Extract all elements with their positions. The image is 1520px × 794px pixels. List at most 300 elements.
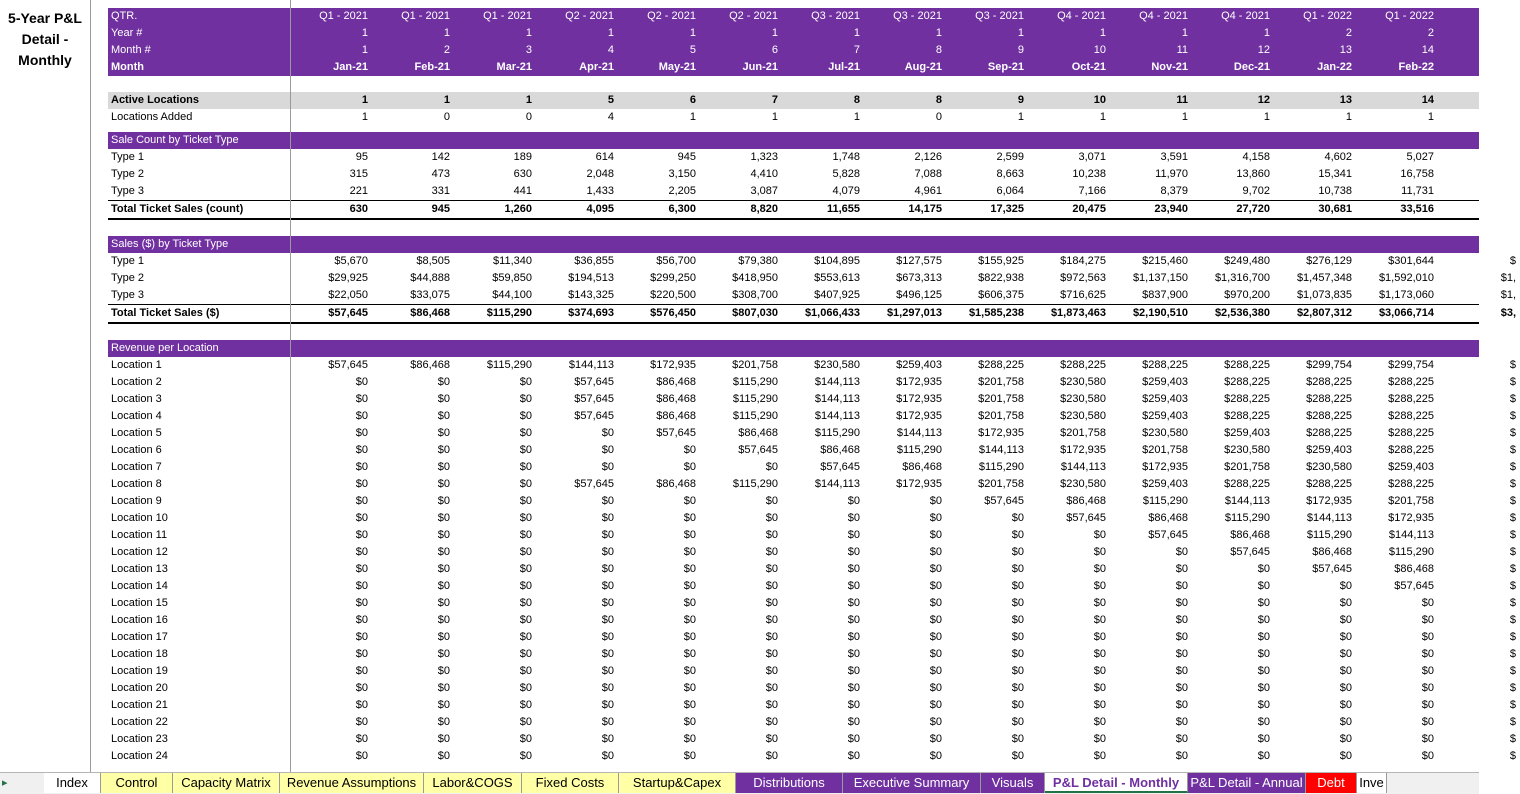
cell[interactable]: $1,066,433 — [804, 307, 860, 319]
cell[interactable]: $259,403 — [1142, 376, 1188, 388]
cell[interactable]: $0 — [519, 597, 532, 609]
cell[interactable]: $553,613 — [814, 272, 860, 284]
table-row[interactable] — [108, 425, 1516, 442]
cell[interactable]: $144,113 — [1060, 461, 1106, 473]
cell[interactable]: $0 — [601, 427, 614, 439]
cell[interactable]: $144,113 — [568, 359, 614, 371]
cell[interactable]: $0 — [519, 665, 532, 677]
row-label[interactable]: Type 2 — [111, 272, 145, 284]
cell[interactable]: $230,580 — [1060, 478, 1106, 490]
cell[interactable]: Jan-22 — [1317, 61, 1352, 73]
cell[interactable]: $57,645 — [328, 359, 368, 371]
cell[interactable]: $86,468 — [656, 376, 696, 388]
cell[interactable]: $0 — [1257, 750, 1270, 762]
cell[interactable]: $0 — [519, 393, 532, 405]
cell[interactable]: 4,158 — [1242, 151, 1270, 163]
cell[interactable]: $57,645 — [574, 376, 614, 388]
cell[interactable]: 4,079 — [832, 185, 860, 197]
cell[interactable]: 331 — [431, 185, 450, 197]
cell[interactable]: 1 — [1181, 27, 1188, 39]
cell[interactable]: 10,238 — [1072, 168, 1106, 180]
cell[interactable]: $0 — [437, 682, 450, 694]
cell[interactable]: $0 — [1175, 733, 1188, 745]
table-row[interactable] — [108, 527, 1516, 544]
cell[interactable]: $259,403 — [1388, 461, 1434, 473]
cell[interactable]: $0 — [1011, 665, 1024, 677]
cell[interactable]: 1,260 — [504, 203, 532, 215]
cell[interactable]: $0 — [355, 699, 368, 711]
cell[interactable]: $0 — [929, 580, 942, 592]
cell[interactable]: $0 — [519, 461, 532, 473]
cell[interactable]: $115,290 — [732, 478, 778, 490]
cell[interactable]: $ — [1509, 255, 1516, 267]
row-label[interactable]: Location 23 — [111, 733, 168, 745]
cell[interactable]: 1 — [443, 94, 450, 106]
cell[interactable]: Q2 - 2021 — [565, 10, 614, 22]
cell[interactable]: 16,758 — [1400, 168, 1434, 180]
cell[interactable]: 10,738 — [1318, 185, 1352, 197]
total-label[interactable]: Total Ticket Sales (count) — [111, 203, 244, 215]
cell[interactable]: $0 — [437, 529, 450, 541]
cell[interactable]: $0 — [1011, 631, 1024, 643]
cell[interactable]: $57,645 — [656, 427, 696, 439]
cell[interactable]: $0 — [1011, 512, 1024, 524]
table-row[interactable] — [108, 357, 1516, 374]
spreadsheet-grid[interactable] — [108, 0, 1516, 772]
cell[interactable]: Q2 - 2021 — [647, 10, 696, 22]
cell[interactable]: $144,113 — [814, 376, 860, 388]
cell[interactable]: $155,925 — [978, 255, 1024, 267]
cell[interactable]: $57,645 — [328, 307, 368, 319]
cell[interactable]: 1 — [525, 94, 532, 106]
cell[interactable]: $288,225 — [978, 359, 1024, 371]
cell[interactable]: 7 — [771, 94, 778, 106]
cell[interactable]: $0 — [847, 495, 860, 507]
cell[interactable]: 20,475 — [1072, 203, 1106, 215]
cell[interactable]: 8,820 — [750, 203, 778, 215]
cell[interactable]: 2 — [443, 44, 450, 56]
cell[interactable]: $230,580 — [1060, 393, 1106, 405]
cell[interactable]: Q1 - 2021 — [483, 10, 532, 22]
cell[interactable]: $288,225 — [1306, 393, 1352, 405]
cell[interactable]: $0 — [437, 461, 450, 473]
cell[interactable]: 3,150 — [668, 168, 696, 180]
cell[interactable]: $606,375 — [978, 289, 1024, 301]
cell[interactable]: $0 — [683, 546, 696, 558]
cell[interactable]: 2 — [1427, 27, 1434, 39]
cell[interactable]: 1 — [443, 27, 450, 39]
table-row[interactable] — [108, 391, 1516, 408]
cell[interactable]: $0 — [519, 512, 532, 524]
cell[interactable]: $ — [1509, 410, 1516, 422]
cell[interactable]: $0 — [437, 427, 450, 439]
table-row[interactable] — [108, 629, 1516, 646]
total-row[interactable] — [108, 304, 1516, 324]
cell[interactable]: $0 — [847, 512, 860, 524]
cell[interactable]: $79,380 — [738, 255, 778, 267]
cell[interactable]: $ — [1509, 359, 1516, 371]
cell[interactable]: $ — [1509, 393, 1516, 405]
cell[interactable]: $807,030 — [732, 307, 778, 319]
cell[interactable]: $0 — [355, 716, 368, 728]
cell[interactable]: $0 — [765, 563, 778, 575]
cell[interactable]: $86,468 — [656, 393, 696, 405]
cell[interactable]: 3 — [525, 44, 532, 56]
row-label[interactable]: Location 4 — [111, 410, 162, 422]
cell[interactable]: $0 — [601, 750, 614, 762]
cell[interactable]: 1 — [853, 27, 860, 39]
cell[interactable]: $0 — [1339, 597, 1352, 609]
sheet-tab[interactable]: Distributions — [736, 773, 843, 793]
cell[interactable]: $0 — [1421, 648, 1434, 660]
cell[interactable]: $288,225 — [1306, 410, 1352, 422]
cell[interactable]: $230,580 — [814, 359, 860, 371]
cell[interactable]: 11 — [1176, 94, 1188, 106]
sheet-tab[interactable]: Capacity Matrix — [173, 773, 280, 793]
table-row[interactable] — [108, 442, 1516, 459]
cell[interactable]: $0 — [1011, 580, 1024, 592]
cell[interactable]: $0 — [355, 393, 368, 405]
cell[interactable]: 945 — [677, 151, 696, 163]
section-header-row[interactable] — [108, 236, 1479, 253]
cell[interactable]: $299,250 — [650, 272, 696, 284]
cell[interactable]: $288,225 — [1142, 359, 1188, 371]
table-row[interactable] — [108, 544, 1516, 561]
cell[interactable]: $44,100 — [492, 289, 532, 301]
cell[interactable]: $0 — [847, 563, 860, 575]
table-row[interactable] — [108, 476, 1516, 493]
cell[interactable]: $1, — [1500, 289, 1516, 301]
cell[interactable]: $288,225 — [1224, 410, 1270, 422]
cell[interactable]: $0 — [683, 682, 696, 694]
cell[interactable]: 5,027 — [1406, 151, 1434, 163]
cell[interactable]: $0 — [601, 495, 614, 507]
row-label[interactable]: Location 5 — [111, 427, 162, 439]
cell[interactable]: $0 — [929, 597, 942, 609]
cell[interactable]: $0 — [437, 393, 450, 405]
cell[interactable]: $288,225 — [1224, 393, 1270, 405]
cell[interactable]: $ — [1509, 733, 1516, 745]
cell[interactable]: Jun-21 — [742, 61, 778, 73]
cell[interactable]: $0 — [601, 461, 614, 473]
cell[interactable]: $0 — [765, 580, 778, 592]
cell[interactable]: 27,720 — [1236, 203, 1270, 215]
cell[interactable]: $172,935 — [896, 376, 942, 388]
cell[interactable]: $822,938 — [978, 272, 1024, 284]
cell[interactable]: $57,645 — [1230, 546, 1270, 558]
cell[interactable]: Q1 - 2021 — [401, 10, 450, 22]
cell[interactable]: $0 — [683, 512, 696, 524]
row-label[interactable]: Active Locations — [111, 94, 200, 106]
cell[interactable]: 1 — [361, 111, 368, 123]
cell[interactable]: $ — [1509, 444, 1516, 456]
cell[interactable]: $172,935 — [978, 427, 1024, 439]
cell[interactable]: $0 — [355, 410, 368, 422]
cell[interactable]: $276,129 — [1306, 255, 1352, 267]
cell[interactable]: $0 — [437, 733, 450, 745]
cell[interactable]: 2 — [1345, 27, 1352, 39]
row-label[interactable]: Location 2 — [111, 376, 162, 388]
cell[interactable]: $0 — [355, 597, 368, 609]
cell[interactable]: $ — [1509, 512, 1516, 524]
cell[interactable]: $144,113 — [814, 478, 860, 490]
cell[interactable]: Feb-21 — [414, 61, 450, 73]
cell[interactable]: $115,290 — [896, 444, 942, 456]
cell[interactable]: $0 — [1421, 750, 1434, 762]
cell[interactable]: $201,758 — [978, 376, 1024, 388]
table-row[interactable] — [108, 663, 1516, 680]
cell[interactable]: $288,225 — [1388, 393, 1434, 405]
cell[interactable]: $56,700 — [656, 255, 696, 267]
cell[interactable]: $0 — [929, 529, 942, 541]
cell[interactable]: $172,935 — [896, 410, 942, 422]
cell[interactable]: $0 — [683, 665, 696, 677]
cell[interactable]: $11,340 — [493, 255, 532, 267]
cell[interactable]: 1,748 — [832, 151, 860, 163]
cell[interactable]: $288,225 — [1060, 359, 1106, 371]
cell[interactable]: $2,807,312 — [1296, 307, 1352, 319]
cell[interactable]: 3,591 — [1160, 151, 1188, 163]
cell[interactable]: $0 — [355, 512, 368, 524]
cell[interactable]: $184,275 — [1060, 255, 1106, 267]
cell[interactable]: 6,064 — [996, 185, 1024, 197]
cell[interactable]: $0 — [683, 716, 696, 728]
cell[interactable]: 1 — [689, 111, 696, 123]
cell[interactable]: Nov-21 — [1151, 61, 1188, 73]
cell[interactable]: $0 — [847, 716, 860, 728]
cell[interactable]: $0 — [847, 733, 860, 745]
cell[interactable]: 1 — [1263, 111, 1270, 123]
cell[interactable]: 1 — [1017, 111, 1024, 123]
cell[interactable]: $0 — [765, 665, 778, 677]
cell[interactable]: $0 — [847, 597, 860, 609]
cell[interactable]: 5,828 — [832, 168, 860, 180]
row-label[interactable]: Type 3 — [111, 185, 145, 197]
cell[interactable]: 1 — [771, 27, 778, 39]
cell[interactable]: $0 — [355, 733, 368, 745]
cell[interactable]: $0 — [601, 597, 614, 609]
cell[interactable]: $172,935 — [1142, 461, 1188, 473]
cell[interactable]: $0 — [1093, 529, 1106, 541]
cell[interactable]: $0 — [683, 580, 696, 592]
cell[interactable]: Aug-21 — [904, 61, 942, 73]
cell[interactable]: 4,095 — [586, 203, 614, 215]
cell[interactable]: $0 — [1093, 750, 1106, 762]
cell[interactable]: $0 — [929, 750, 942, 762]
cell[interactable]: 8 — [853, 94, 860, 106]
cell[interactable]: $115,290 — [978, 461, 1024, 473]
cell[interactable]: 0 — [443, 111, 450, 123]
cell[interactable]: 0 — [525, 111, 532, 123]
cell[interactable]: $0 — [847, 699, 860, 711]
cell[interactable]: $ — [1509, 631, 1516, 643]
table-row[interactable] — [108, 493, 1516, 510]
cell[interactable]: $230,580 — [1142, 427, 1188, 439]
cell[interactable]: Q4 - 2021 — [1057, 10, 1106, 22]
cell[interactable]: $ — [1509, 648, 1516, 660]
cell[interactable]: 315 — [349, 168, 368, 180]
cell[interactable]: Q4 - 2021 — [1139, 10, 1188, 22]
cell[interactable]: 1,323 — [750, 151, 778, 163]
sheet-tab[interactable]: Inve — [1357, 773, 1387, 793]
header-row[interactable] — [108, 42, 1479, 59]
table-row[interactable] — [108, 149, 1479, 166]
cell[interactable]: 945 — [431, 203, 450, 215]
cell[interactable]: $0 — [355, 580, 368, 592]
cell[interactable]: $172,935 — [1388, 512, 1434, 524]
section-header[interactable]: Revenue per Location — [111, 342, 219, 354]
cell[interactable]: $1,592,010 — [1378, 272, 1434, 284]
cell[interactable]: $0 — [519, 444, 532, 456]
cell[interactable]: $496,125 — [896, 289, 942, 301]
cell[interactable]: $0 — [1093, 699, 1106, 711]
cell[interactable]: $115,290 — [1142, 495, 1188, 507]
row-label[interactable]: Location 9 — [111, 495, 162, 507]
cell[interactable]: $0 — [519, 614, 532, 626]
cell[interactable]: $0 — [601, 529, 614, 541]
cell[interactable]: $230,580 — [1060, 376, 1106, 388]
cell[interactable]: 9 — [1017, 94, 1024, 106]
cell[interactable]: $0 — [355, 563, 368, 575]
sheet-tab[interactable]: Visuals — [981, 773, 1045, 793]
cell[interactable]: $0 — [765, 512, 778, 524]
cell[interactable]: Q3 - 2021 — [975, 10, 1024, 22]
cell[interactable]: $0 — [1421, 733, 1434, 745]
cell[interactable]: $0 — [1175, 597, 1188, 609]
cell[interactable]: 5 — [607, 94, 614, 106]
cell[interactable]: $0 — [683, 614, 696, 626]
cell[interactable]: $57,645 — [820, 461, 860, 473]
sheet-tab[interactable]: Index — [44, 773, 101, 793]
cell[interactable]: $144,113 — [1306, 512, 1352, 524]
cell[interactable]: $0 — [355, 614, 368, 626]
cell[interactable]: $57,645 — [984, 495, 1024, 507]
cell[interactable]: $33,075 — [410, 289, 450, 301]
table-row[interactable] — [108, 646, 1516, 663]
cell[interactable]: 1,433 — [586, 185, 614, 197]
cell[interactable]: $86,468 — [738, 427, 778, 439]
cell[interactable]: $0 — [1339, 580, 1352, 592]
cell[interactable]: $0 — [519, 580, 532, 592]
cell[interactable]: 14,175 — [908, 203, 942, 215]
cell[interactable]: $0 — [1257, 648, 1270, 660]
cell[interactable]: $0 — [1175, 631, 1188, 643]
cell[interactable]: $44,888 — [410, 272, 450, 284]
cell[interactable]: $0 — [1339, 733, 1352, 745]
cell[interactable]: $0 — [765, 614, 778, 626]
cell[interactable]: $0 — [847, 648, 860, 660]
cell[interactable]: $143,325 — [568, 289, 614, 301]
cell[interactable]: $86,468 — [1394, 563, 1434, 575]
cell[interactable]: $0 — [519, 716, 532, 728]
cell[interactable]: $0 — [355, 631, 368, 643]
cell[interactable]: $0 — [1093, 716, 1106, 728]
cell[interactable]: $0 — [355, 665, 368, 677]
sheet-tab[interactable]: Labor&COGS — [424, 773, 522, 793]
cell[interactable]: $1,585,238 — [968, 307, 1024, 319]
cell[interactable]: $0 — [1093, 648, 1106, 660]
cell[interactable]: $127,575 — [896, 255, 942, 267]
cell[interactable]: Mar-21 — [496, 61, 532, 73]
cell[interactable]: $0 — [1093, 665, 1106, 677]
cell[interactable]: $0 — [519, 648, 532, 660]
cell[interactable]: $0 — [1011, 614, 1024, 626]
cell[interactable]: $0 — [601, 546, 614, 558]
cell[interactable]: $0 — [1175, 699, 1188, 711]
cell[interactable]: $0 — [355, 495, 368, 507]
cell[interactable]: $0 — [683, 631, 696, 643]
cell[interactable]: $0 — [1011, 546, 1024, 558]
cell[interactable]: $0 — [929, 563, 942, 575]
row-label[interactable]: Type 1 — [111, 255, 145, 267]
cell[interactable]: 1 — [1345, 111, 1352, 123]
cell[interactable]: $0 — [437, 665, 450, 677]
cell[interactable]: $115,290 — [732, 410, 778, 422]
cell[interactable]: $374,693 — [568, 307, 614, 319]
cell[interactable]: $0 — [683, 750, 696, 762]
cell[interactable]: $0 — [765, 631, 778, 643]
cell[interactable]: Dec-21 — [1233, 61, 1270, 73]
cell[interactable]: 11,655 — [826, 203, 860, 215]
cell[interactable]: $201,758 — [732, 359, 778, 371]
cell[interactable]: $201,758 — [978, 410, 1024, 422]
cell[interactable]: $ — [1509, 461, 1516, 473]
sheet-tab[interactable]: P&L Detail - Monthly — [1045, 773, 1188, 793]
cell[interactable]: $ — [1509, 614, 1516, 626]
cell[interactable]: $115,290 — [732, 393, 778, 405]
cell[interactable]: $0 — [1175, 614, 1188, 626]
cell[interactable]: $57,645 — [574, 393, 614, 405]
cell[interactable]: $86,468 — [410, 307, 450, 319]
cell[interactable]: $230,580 — [1060, 410, 1106, 422]
table-row[interactable] — [108, 166, 1479, 183]
cell[interactable]: 1 — [1263, 27, 1270, 39]
cell[interactable]: 11 — [1176, 44, 1188, 56]
cell[interactable]: $0 — [601, 716, 614, 728]
cell[interactable]: $57,645 — [1148, 529, 1188, 541]
cell[interactable]: $970,200 — [1224, 289, 1270, 301]
sheet-tab[interactable]: Debt — [1306, 773, 1357, 793]
cell[interactable]: $0 — [355, 478, 368, 490]
cell[interactable]: 13,860 — [1236, 168, 1270, 180]
table-row[interactable] — [108, 748, 1516, 765]
cell[interactable]: $0 — [1257, 733, 1270, 745]
cell[interactable]: $220,500 — [650, 289, 696, 301]
cell[interactable]: $0 — [601, 580, 614, 592]
cell[interactable]: $86,468 — [1066, 495, 1106, 507]
sheet-tab[interactable]: Startup&Capex — [619, 773, 736, 793]
cell[interactable]: $0 — [929, 614, 942, 626]
cell[interactable]: $0 — [765, 699, 778, 711]
cell[interactable]: $0 — [437, 631, 450, 643]
cell[interactable]: $0 — [519, 529, 532, 541]
cell[interactable]: $0 — [355, 461, 368, 473]
cell[interactable]: $0 — [1421, 682, 1434, 694]
table-row[interactable] — [108, 578, 1516, 595]
header-label[interactable]: Month — [111, 61, 144, 73]
cell[interactable]: $86,468 — [410, 359, 450, 371]
cell[interactable]: $0 — [1257, 682, 1270, 694]
cell[interactable]: 13 — [1339, 94, 1352, 106]
row-label[interactable]: Location 10 — [111, 512, 168, 524]
cell[interactable]: $0 — [847, 529, 860, 541]
row-label[interactable]: Location 22 — [111, 716, 168, 728]
cell[interactable]: $57,645 — [738, 444, 778, 456]
cell[interactable]: 0 — [935, 111, 942, 123]
cell[interactable]: 3,087 — [750, 185, 778, 197]
cell[interactable]: $0 — [1175, 648, 1188, 660]
row-label[interactable]: Location 8 — [111, 478, 162, 490]
